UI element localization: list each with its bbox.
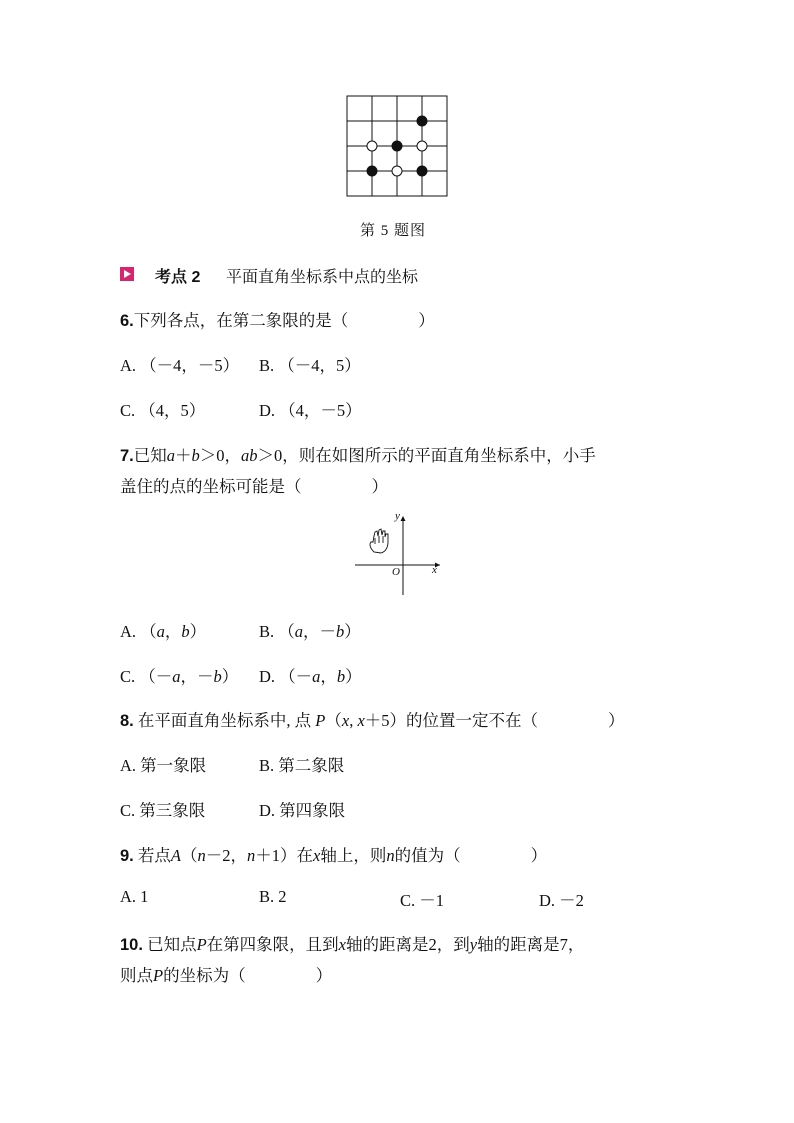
question-text-rest: ＞0，则在如图所示的平面直角坐标系中，小手: [257, 446, 596, 465]
question-7: [120, 442, 596, 466]
black-stone: [392, 141, 402, 151]
question-text: 若点: [137, 846, 171, 865]
option-d: D. （－a，b）: [259, 667, 362, 686]
black-stone: [417, 166, 427, 176]
question-10: 10. 已知点P在第四象限，且到x轴的距离是2，到y轴的距离是7，: [120, 935, 585, 954]
var-b: b: [191, 446, 200, 465]
option-a: A. （－4，－5）: [120, 356, 240, 375]
option-c: C. （4，5）: [120, 401, 206, 420]
answer-bracket-close: ）: [418, 311, 435, 330]
question-7-line2: [120, 473, 388, 497]
question-text: 在平面直角坐标系中, 点: [137, 711, 312, 730]
var-p: P: [315, 711, 326, 730]
option-a: A. 1: [120, 887, 149, 906]
answer-bracket-close: ）: [608, 711, 625, 730]
option-b: B. （a，－b）: [259, 622, 361, 641]
axis-y-label: y: [395, 510, 400, 522]
answer-bracket-close: ）: [315, 966, 333, 985]
black-stone: [367, 166, 377, 176]
question-number: 8.: [120, 712, 134, 730]
question-number: 10.: [120, 936, 143, 954]
figure-caption: 第 5 题图: [360, 223, 427, 239]
question-6: [120, 307, 435, 331]
origin-label: O: [392, 566, 400, 578]
white-stone: [417, 141, 427, 151]
plus: ＋: [175, 446, 192, 465]
section-label: 考点 2: [155, 269, 201, 286]
question-text: 下列各点，在第二象限的是（: [133, 311, 349, 330]
hand-icon: [370, 529, 388, 553]
question-10-line2: 则点P的坐标为（ ）: [120, 966, 333, 985]
var-ab: ab: [241, 446, 258, 465]
option-a: A. （a，b）: [120, 622, 207, 641]
option-b: B. 2: [259, 887, 287, 906]
section-title: 平面直角坐标系中点的坐标: [226, 269, 419, 286]
axis-x-label: x: [432, 564, 437, 576]
black-stone: [417, 116, 427, 126]
option-c: C. （－a，－b）: [120, 667, 239, 686]
section-marker-icon: [120, 267, 134, 281]
answer-bracket-close: ）: [530, 846, 548, 865]
question-number: 7.: [120, 447, 134, 465]
go-board-figure: [346, 95, 448, 197]
option-d: D. －2: [539, 891, 584, 910]
option-b: B. （－4，5）: [259, 356, 361, 375]
question-8: 8. 在平面直角坐标系中, 点 P（x, x＋5）的位置一定不在（ ）: [120, 711, 625, 730]
option-c: C. －1: [400, 891, 445, 910]
coordinate-axes-figure: [354, 512, 444, 598]
option-a: A. 第一象限: [120, 756, 207, 775]
question-text: 已知: [133, 446, 167, 465]
question-text: 已知点: [147, 935, 197, 954]
white-stone: [392, 166, 402, 176]
var-a: a: [166, 446, 176, 465]
question-text-rest: ＋5）的位置一定不在（: [364, 711, 539, 730]
white-stone: [367, 141, 377, 151]
question-number: 6.: [120, 312, 134, 330]
option-c: C. 第三象限: [120, 801, 206, 820]
question-text: 盖住的点的坐标可能是（: [120, 477, 302, 496]
answer-bracket-close: ）: [371, 477, 388, 496]
gt-zero: ＞0，: [199, 446, 242, 465]
question-9: 9. 若点A（n－2，n＋1）在x轴上，则n的值为（ ）: [120, 846, 548, 865]
option-d: D. 第四象限: [259, 801, 346, 820]
option-b: B. 第二象限: [259, 756, 345, 775]
question-number: 9.: [120, 847, 134, 865]
option-d: D. （4，－5）: [259, 401, 362, 420]
